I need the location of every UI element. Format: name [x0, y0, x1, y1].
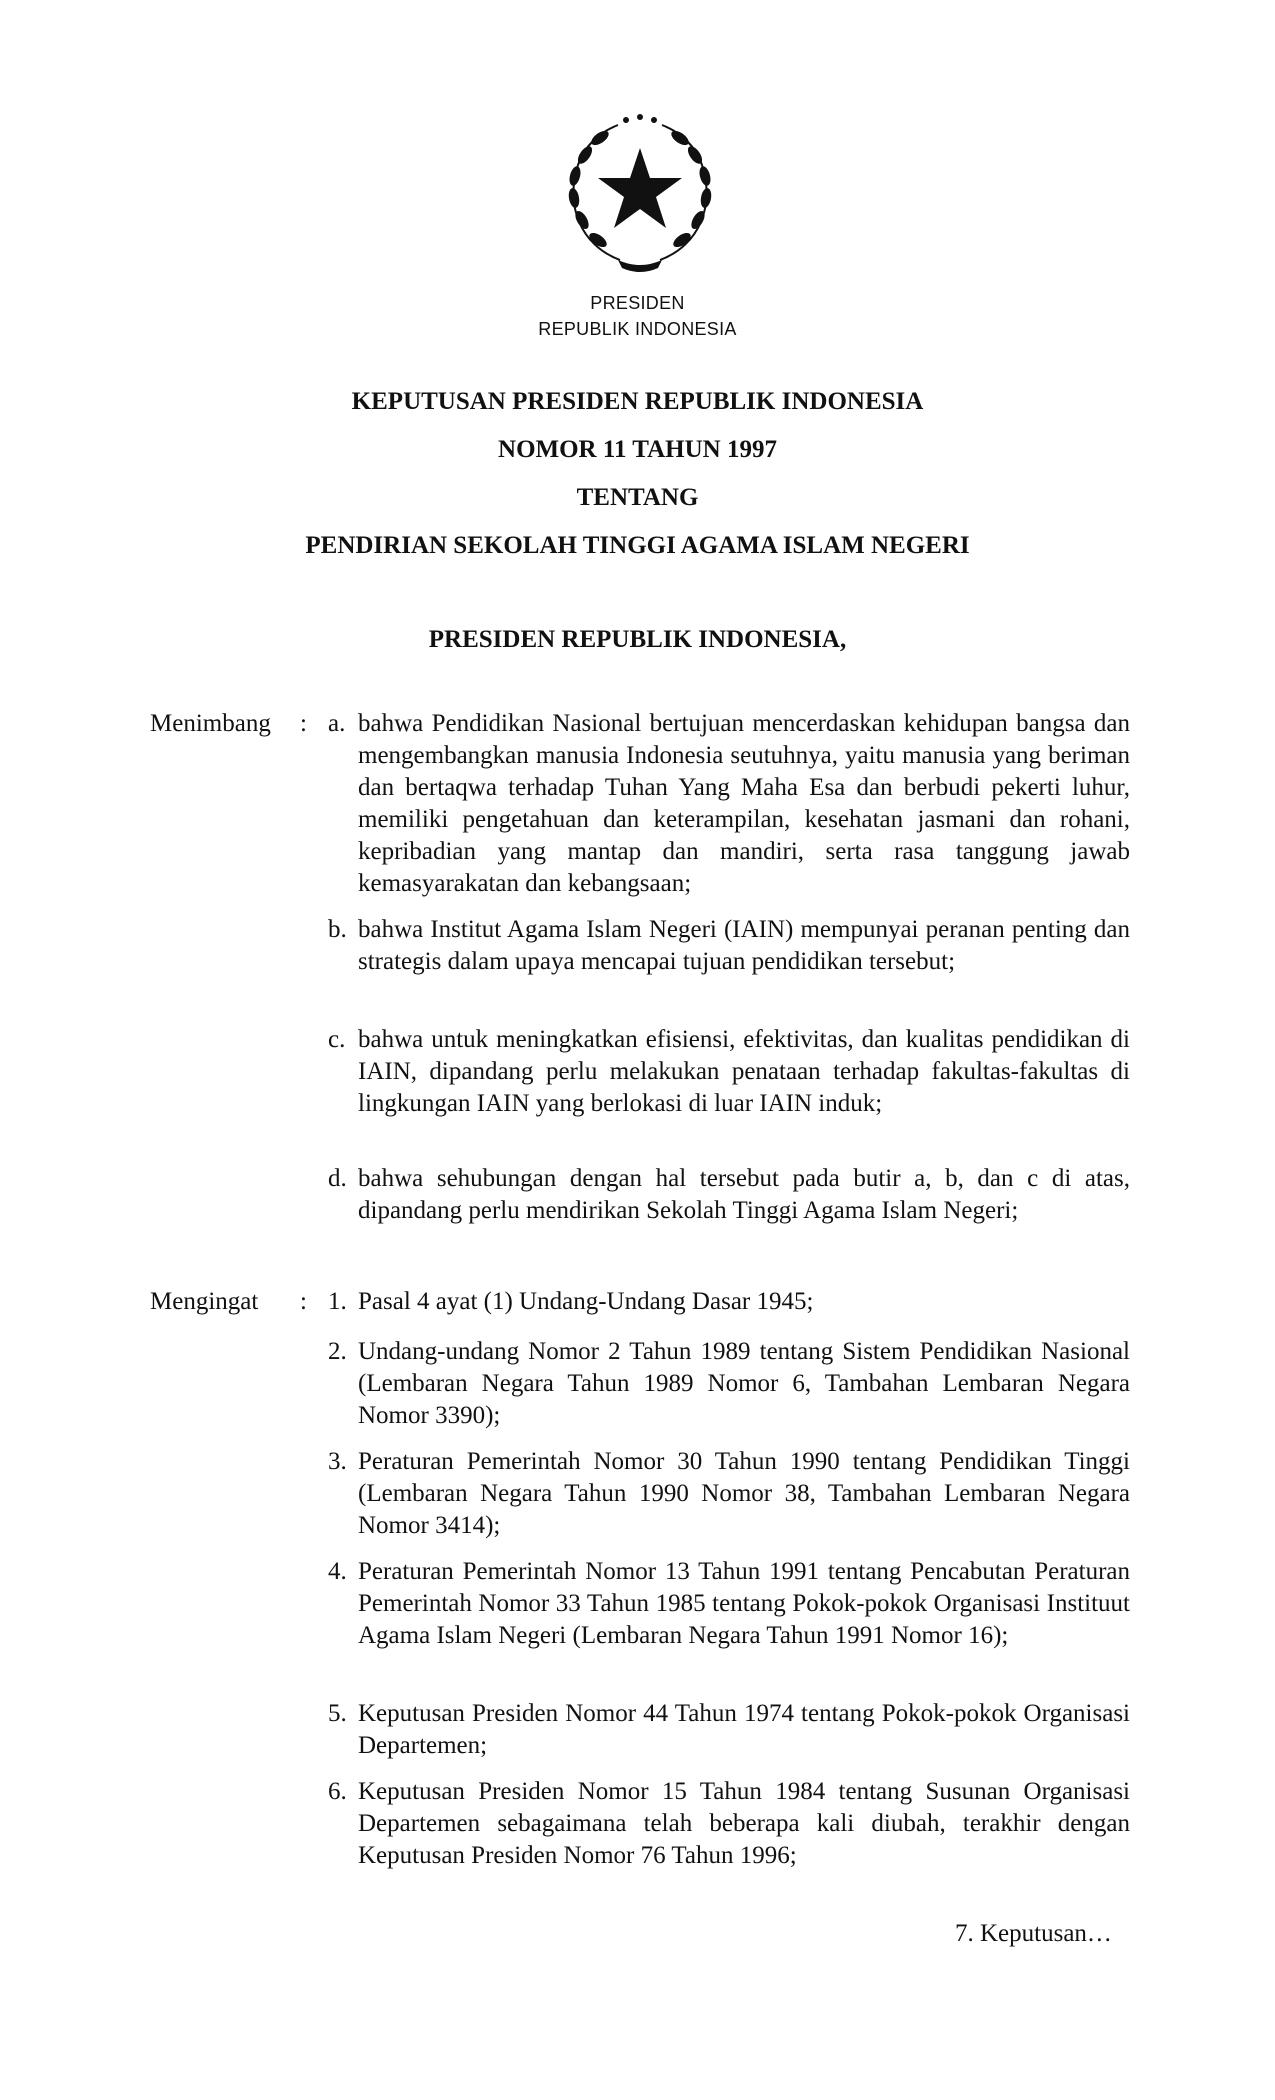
title-line-3: TENTANG [576, 484, 699, 511]
section-colon: : [300, 1288, 307, 1315]
item-marker: 2. [328, 1338, 347, 1365]
continuation-note: 7. Keputusan… [955, 1920, 1112, 1947]
item-text: Peraturan Pemerintah Nomor 30 Tahun 1990 tentang Pendidikan Tinggi (Lembaran Negara Tahun 1990 Nomor 38, Tambahan Lembaran Negara Nomor 3414); [358, 1448, 1130, 1539]
item-marker: 3. [328, 1448, 347, 1475]
garuda-star-emblem-icon [560, 110, 720, 275]
letterhead-line-1: PRESIDEN [590, 293, 685, 313]
item-text: bahwa Institut Agama Islam Negeri (IAIN) mempunyai peranan penting dan strategis dalam upaya mencapai tujuan pendidikan tersebut; [358, 916, 1130, 975]
title-line-2: NOMOR 11 TAHUN 1997 [498, 436, 777, 463]
section-label: Menimbang [150, 710, 271, 737]
issuer-heading: PRESIDEN REPUBLIK INDONESIA, [428, 626, 847, 653]
item-marker: 1. [328, 1288, 347, 1315]
title-line-1: KEPUTUSAN PRESIDEN REPUBLIK INDONESIA [351, 388, 924, 415]
item-marker: 4. [328, 1558, 347, 1585]
item-text: Undang-undang Nomor 2 Tahun 1989 tentang Sistem Pendidikan Nasional (Lembaran Negara Tahun 1989 Nomor 6, Tambahan Lembaran Negara Nomor 3390); [358, 1338, 1130, 1429]
item-text: bahwa untuk meningkatkan efisiensi, efektivitas, dan kualitas pendidikan di IAIN, dipandang perlu melakukan penataan terhadap fakultas-fakultas di lingkungan IAIN yang berlokasi di luar IAIN induk; [358, 1026, 1130, 1117]
item-text: bahwa Pendidikan Nasional bertujuan mencerdaskan kehidupan bangsa dan mengembangkan manusia Indonesia seutuhnya, yaitu manusia yang beriman dan bertaqwa terhadap Tuhan Yang Maha Esa dan berbudi pekerti luhur, memiliki pengetahuan dan keterampilan, kesehatan jasmani dan rohani, kepribadian yang mantap dan mandiri, serta rasa tanggung jawab kemasyarakatan dan kebangsaan; [358, 710, 1130, 897]
item-text: Pasal 4 ayat (1) Undang-Undang Dasar 1945; [358, 1288, 814, 1315]
item-text: Keputusan Presiden Nomor 15 Tahun 1984 tentang Susunan Organisasi Departemen sebagaimana telah beberapa kali diubah, terakhir dengan Keputusan Presiden Nomor 76 Tahun 1996; [358, 1778, 1130, 1869]
letterhead-line-2: REPUBLIK INDONESIA [538, 319, 737, 339]
item-marker: c. [328, 1026, 346, 1053]
item-text: Keputusan Presiden Nomor 44 Tahun 1974 tentang Pokok-pokok Organisasi Departemen; [358, 1700, 1130, 1759]
item-marker: b. [328, 916, 347, 943]
item-marker: 6. [328, 1778, 347, 1805]
item-marker: d. [328, 1165, 347, 1192]
section-colon: : [300, 710, 307, 737]
item-text: Peraturan Pemerintah Nomor 13 Tahun 1991 tentang Pencabutan Peraturan Pemerintah Nomor 33 Tahun 1985 tentang Pokok-pokok Organisasi Instituut Agama Islam Negeri (Lembaran Negara Tahun 1991 Nomor 16); [358, 1558, 1130, 1649]
item-text: bahwa sehubungan dengan hal tersebut pada butir a, b, dan c di atas, dipandang perlu mendirikan Sekolah Tinggi Agama Islam Negeri; [358, 1165, 1130, 1224]
section-label: Mengingat [150, 1288, 259, 1315]
item-marker: a. [328, 710, 346, 737]
title-line-4: PENDIRIAN SEKOLAH TINGGI AGAMA ISLAM NEGERI [305, 532, 970, 559]
item-marker: 5. [328, 1700, 347, 1727]
